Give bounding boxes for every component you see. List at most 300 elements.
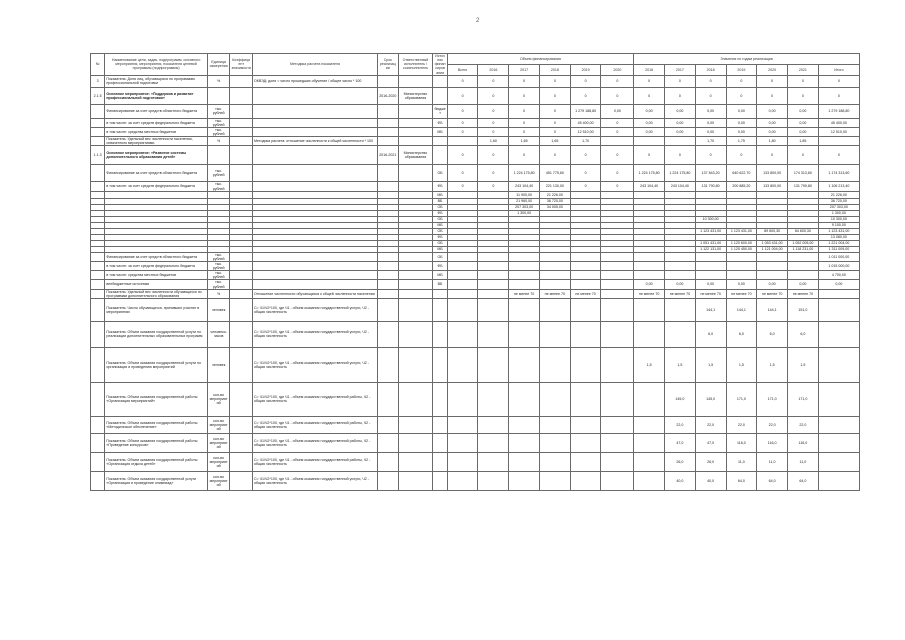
indicator-cell: 1 224 175,80 bbox=[634, 165, 665, 182]
indicator-cell bbox=[726, 252, 757, 261]
row-deadline bbox=[378, 452, 399, 471]
row-coef bbox=[230, 104, 253, 118]
finance-cell bbox=[509, 321, 540, 347]
finance-cell bbox=[447, 298, 478, 321]
row-coef bbox=[230, 452, 253, 471]
finance-cell: 0 bbox=[539, 127, 570, 136]
row-source: ОБ bbox=[433, 204, 447, 210]
row-deadline bbox=[378, 191, 399, 198]
indicator-cell: 4 700,00 bbox=[818, 271, 859, 280]
table-row bbox=[91, 452, 860, 471]
table-row bbox=[91, 146, 860, 165]
finance-cell: 0 bbox=[509, 146, 540, 165]
finance-cell bbox=[447, 433, 478, 452]
row-executor bbox=[398, 298, 433, 321]
indicator-cell: не менее 70 bbox=[665, 289, 696, 298]
indicator-cell: 200 885,20 bbox=[726, 182, 757, 191]
finance-cell bbox=[509, 471, 540, 490]
indicator-cell bbox=[818, 137, 859, 146]
row-method: С= Ч1/Ч2*100, где Ч1 - объем оказания государственной работы, Ч2 - общая численность bbox=[252, 382, 377, 416]
indicator-cell bbox=[665, 252, 696, 261]
finance-cell bbox=[601, 321, 634, 347]
row-coef bbox=[230, 347, 253, 382]
finance-cell bbox=[478, 280, 509, 289]
row-no bbox=[91, 347, 105, 382]
row-deadline bbox=[378, 347, 399, 382]
finance-cell bbox=[539, 471, 570, 490]
row-name: Показатель: Объем оказания государственной работы «Организация отдыха детей» bbox=[105, 452, 208, 471]
indicator-cell: 0 bbox=[757, 87, 788, 104]
row-name: Финансирование за счет средств областного бюджета bbox=[105, 165, 208, 182]
row-coef bbox=[230, 191, 253, 198]
indicator-cell: 0,00 bbox=[634, 280, 665, 289]
finance-cell: 0,00 bbox=[601, 104, 634, 118]
row-coef bbox=[230, 289, 253, 298]
row-unit: тыс. рублей bbox=[207, 104, 230, 118]
finance-cell bbox=[447, 137, 478, 146]
finance-cell: 0 bbox=[478, 104, 509, 118]
row-method: ОКВЭД: доля = число прошедших обучение / общее число * 100 bbox=[252, 75, 377, 87]
finance-cell bbox=[570, 347, 601, 382]
row-deadline bbox=[378, 298, 399, 321]
indicator-cell: 10 300,00 bbox=[818, 216, 859, 222]
table-row bbox=[91, 280, 860, 289]
indicator-cell: 1 123 431,00 bbox=[818, 228, 859, 234]
finance-cell bbox=[447, 321, 478, 347]
row-no bbox=[91, 452, 105, 471]
indicator-cell: 174 313,60 bbox=[788, 165, 819, 182]
indicator-cell: 0,00 bbox=[726, 104, 757, 118]
finance-cell bbox=[509, 271, 540, 280]
indicator-cell: 1 123 431,00 bbox=[726, 228, 757, 234]
indicator-cell: 1 311 009,00 bbox=[818, 246, 859, 252]
finance-cell bbox=[478, 416, 509, 433]
indicator-cell: 171,0 bbox=[726, 382, 757, 416]
table-row bbox=[91, 271, 860, 280]
indicator-cell: 1,75 bbox=[726, 137, 757, 146]
row-unit: человеко-часов bbox=[207, 321, 230, 347]
indicator-cell: 6,0 bbox=[726, 321, 757, 347]
indicator-cell: 0,00 bbox=[788, 280, 819, 289]
row-coef bbox=[230, 261, 253, 270]
indicator-cell: 12 510,00 bbox=[818, 127, 859, 136]
finance-cell bbox=[478, 321, 509, 347]
row-name: Показатель: Объем оказания государственной работы «Организация мероприятий» bbox=[105, 382, 208, 416]
header-finance-group: Объем финансирования bbox=[447, 54, 634, 65]
finance-cell: 0 bbox=[601, 87, 634, 104]
row-deadline bbox=[378, 289, 399, 298]
indicator-cell bbox=[665, 261, 696, 270]
indicator-cell bbox=[695, 252, 726, 261]
header-indicator-year: 2021 bbox=[788, 65, 819, 75]
finance-cell: 0 bbox=[478, 127, 509, 136]
row-name: Показатель: Доля лиц, обучающихся по программам профессиональной подготовки bbox=[105, 75, 208, 87]
row-name: Показатель: Удельный вес численности обучающихся по программам дополнительного образования bbox=[105, 289, 208, 298]
indicator-cell: 0,00 bbox=[757, 280, 788, 289]
table-row bbox=[91, 433, 860, 452]
finance-cell bbox=[509, 452, 540, 471]
row-method bbox=[252, 127, 377, 136]
indicator-cell bbox=[788, 191, 819, 198]
table-row bbox=[91, 127, 860, 136]
indicator-cell: 0,00 bbox=[726, 118, 757, 127]
row-unit: кол-во мероприятий bbox=[207, 433, 230, 452]
row-coef bbox=[230, 137, 253, 146]
row-unit: человек bbox=[207, 347, 230, 382]
indicator-cell: 640 622,70 bbox=[726, 165, 757, 182]
header-finance-year: 2019 bbox=[570, 65, 601, 75]
row-method bbox=[252, 252, 377, 261]
finance-cell bbox=[509, 252, 540, 261]
finance-cell bbox=[539, 452, 570, 471]
indicator-cell bbox=[634, 382, 665, 416]
indicator-cell: 1,5 bbox=[665, 347, 696, 382]
finance-cell bbox=[509, 347, 540, 382]
indicator-cell: 1 015 000,00 bbox=[818, 261, 859, 270]
row-unit: тыс. рублей bbox=[207, 118, 230, 127]
indicator-cell bbox=[818, 321, 859, 347]
finance-cell: 451 775,60 bbox=[539, 165, 570, 182]
finance-cell bbox=[601, 452, 634, 471]
row-deadline bbox=[378, 261, 399, 270]
row-method bbox=[252, 261, 377, 270]
row-source bbox=[433, 87, 447, 104]
indicator-cell bbox=[788, 271, 819, 280]
row-unit: тыс. рублей bbox=[207, 271, 230, 280]
indicator-cell: 116,0 bbox=[757, 433, 788, 452]
row-executor bbox=[398, 347, 433, 382]
indicator-cell: 0 bbox=[788, 75, 819, 87]
finance-cell bbox=[447, 452, 478, 471]
indicator-cell: не менее 70 bbox=[726, 289, 757, 298]
finance-cell: 1 300,00 bbox=[509, 210, 540, 216]
row-source bbox=[433, 416, 447, 433]
finance-cell bbox=[447, 280, 478, 289]
row-executor bbox=[398, 252, 433, 261]
row-deadline bbox=[378, 127, 399, 136]
row-no bbox=[91, 165, 105, 182]
row-name: Финансирование за счет средств областного бюджета bbox=[105, 252, 208, 261]
indicator-cell bbox=[818, 289, 859, 298]
indicator-cell: 145,0 bbox=[695, 382, 726, 416]
indicator-cell: 0,00 bbox=[757, 104, 788, 118]
row-unit: тыс. рублей bbox=[207, 252, 230, 261]
table-row bbox=[91, 252, 860, 261]
indicator-cell: 0,00 bbox=[788, 127, 819, 136]
indicator-cell: 1,5 bbox=[695, 347, 726, 382]
row-executor bbox=[398, 191, 433, 198]
header-indicators-total: Итого bbox=[818, 65, 859, 75]
finance-cell: 0 bbox=[509, 87, 540, 104]
row-deadline bbox=[378, 137, 399, 146]
indicator-cell: 0,00 bbox=[695, 127, 726, 136]
finance-cell: 243 104,40 bbox=[509, 182, 540, 191]
indicator-cell: 137 843,20 bbox=[695, 165, 726, 182]
row-source: МБ bbox=[433, 191, 447, 198]
finance-cell bbox=[478, 347, 509, 382]
finance-cell bbox=[478, 271, 509, 280]
indicator-cell: 144,1 bbox=[757, 298, 788, 321]
row-name: Финансирование за счет средств областного бюджета bbox=[105, 104, 208, 118]
indicator-cell: 0,00 bbox=[726, 280, 757, 289]
row-source: МБ bbox=[433, 222, 447, 228]
indicator-cell bbox=[634, 433, 665, 452]
header-executor: Ответственный исполнитель / соисполнитель bbox=[398, 54, 433, 76]
row-unit: кол-во мероприятий bbox=[207, 452, 230, 471]
indicator-cell: 0 bbox=[788, 87, 819, 104]
row-coef bbox=[230, 471, 253, 490]
row-no bbox=[91, 416, 105, 433]
indicator-cell: 131 790,80 bbox=[695, 182, 726, 191]
row-unit: % bbox=[207, 137, 230, 146]
row-method bbox=[252, 182, 377, 191]
indicator-cell: 64,0 bbox=[788, 471, 819, 490]
row-no: 1.1.3 bbox=[91, 146, 105, 165]
table-row bbox=[91, 261, 860, 270]
finance-cell: 0 bbox=[601, 75, 634, 87]
indicator-cell: не менее 70 bbox=[757, 289, 788, 298]
indicator-cell: 0,00 bbox=[757, 127, 788, 136]
finance-cell bbox=[478, 433, 509, 452]
indicator-cell bbox=[634, 271, 665, 280]
indicator-cell: 0 bbox=[726, 87, 757, 104]
finance-cell bbox=[570, 298, 601, 321]
indicator-cell bbox=[757, 191, 788, 198]
finance-cell bbox=[447, 471, 478, 490]
row-unit bbox=[207, 87, 230, 104]
finance-cell bbox=[601, 433, 634, 452]
finance-cell bbox=[478, 382, 509, 416]
finance-cell bbox=[570, 452, 601, 471]
indicator-cell: 151,0 bbox=[788, 298, 819, 321]
finance-cell: 0 bbox=[601, 182, 634, 191]
row-no: 3 bbox=[91, 75, 105, 87]
row-executor bbox=[398, 104, 433, 118]
indicator-cell: 40,0 bbox=[665, 471, 696, 490]
row-deadline bbox=[378, 118, 399, 127]
row-unit: тыс. рублей bbox=[207, 165, 230, 182]
row-coef bbox=[230, 182, 253, 191]
finance-cell: 0 bbox=[509, 75, 540, 87]
table-row bbox=[91, 87, 860, 104]
row-source bbox=[433, 433, 447, 452]
header-source: Источник финансирования bbox=[434, 54, 446, 75]
indicator-cell bbox=[634, 137, 665, 146]
row-executor: Министерство образования bbox=[398, 87, 433, 104]
finance-cell: 0 bbox=[570, 165, 601, 182]
row-coef bbox=[230, 321, 253, 347]
row-no bbox=[91, 271, 105, 280]
header-indicator-year: 2016 bbox=[634, 65, 665, 75]
row-unit: % bbox=[207, 75, 230, 87]
row-source: ВБ bbox=[433, 280, 447, 289]
row-method bbox=[252, 165, 377, 182]
finance-cell: 0 bbox=[447, 182, 478, 191]
indicator-cell bbox=[788, 261, 819, 270]
indicator-cell: 0,00 bbox=[634, 118, 665, 127]
row-method: С= Ч1/Ч2*100, где Ч1 - объем оказания государственной услуги, Ч2 - общая численность bbox=[252, 471, 377, 490]
row-executor bbox=[398, 182, 433, 191]
finance-cell: 1 224 175,80 bbox=[509, 165, 540, 182]
indicator-cell: 1 106 213,40 bbox=[818, 182, 859, 191]
indicator-cell bbox=[726, 271, 757, 280]
finance-cell bbox=[601, 347, 634, 382]
finance-cell bbox=[509, 298, 540, 321]
header-finance-year: 2020 bbox=[601, 65, 634, 75]
row-method bbox=[252, 87, 377, 104]
program-table bbox=[90, 53, 860, 491]
finance-cell: не менее 70 bbox=[570, 289, 601, 298]
row-coef bbox=[230, 280, 253, 289]
row-deadline bbox=[378, 433, 399, 452]
table-row bbox=[91, 416, 860, 433]
row-source: ОБ bbox=[433, 228, 447, 234]
finance-cell: 0 bbox=[509, 104, 540, 118]
row-executor bbox=[398, 289, 433, 298]
table-row bbox=[91, 382, 860, 416]
indicator-cell: 36 720,00 bbox=[818, 198, 859, 204]
row-deadline bbox=[378, 182, 399, 191]
header-deadline: Срок реализации bbox=[378, 54, 399, 76]
indicator-cell: 1 120 450,00 bbox=[726, 246, 757, 252]
table-row bbox=[91, 321, 860, 347]
indicator-cell: 0 bbox=[757, 75, 788, 87]
row-source: ФБ bbox=[433, 261, 447, 270]
indicator-cell bbox=[634, 452, 665, 471]
indicator-cell bbox=[818, 382, 859, 416]
row-deadline bbox=[378, 252, 399, 261]
indicator-cell: 0,00 bbox=[726, 127, 757, 136]
row-source: ВБ bbox=[433, 198, 447, 204]
row-deadline bbox=[378, 416, 399, 433]
indicator-cell: 1,5 bbox=[634, 347, 665, 382]
indicator-cell: 6,0 bbox=[788, 321, 819, 347]
finance-cell: 34 005,00 bbox=[539, 204, 570, 210]
finance-cell: 0 bbox=[601, 146, 634, 165]
row-unit: тыс. рублей bbox=[207, 182, 230, 191]
indicator-cell: не менее 70 bbox=[634, 289, 665, 298]
indicator-cell: 0 bbox=[695, 75, 726, 87]
table-row bbox=[91, 182, 860, 191]
finance-cell bbox=[601, 271, 634, 280]
indicator-cell: 133 800,00 bbox=[757, 182, 788, 191]
finance-cell bbox=[601, 261, 634, 270]
row-deadline bbox=[378, 75, 399, 87]
row-source bbox=[433, 321, 447, 347]
row-no bbox=[91, 298, 105, 321]
finance-cell bbox=[447, 191, 478, 198]
indicator-cell bbox=[757, 271, 788, 280]
finance-cell bbox=[570, 280, 601, 289]
row-method bbox=[252, 271, 377, 280]
table-row bbox=[91, 118, 860, 127]
row-deadline bbox=[378, 382, 399, 416]
finance-cell: 0 bbox=[447, 146, 478, 165]
indicator-cell bbox=[634, 471, 665, 490]
indicator-cell: 1,85 bbox=[788, 137, 819, 146]
indicator-cell: 0,00 bbox=[695, 280, 726, 289]
finance-cell: 0 bbox=[509, 127, 540, 136]
indicator-cell: 144,1 bbox=[726, 298, 757, 321]
finance-cell: 0 bbox=[447, 87, 478, 104]
finance-cell bbox=[478, 452, 509, 471]
finance-cell: 1,60 bbox=[478, 137, 509, 146]
finance-cell bbox=[601, 137, 634, 146]
row-unit: кол-во мероприятий bbox=[207, 382, 230, 416]
indicator-cell: 1 120 600,00 bbox=[726, 240, 757, 246]
indicator-cell: 1 300,00 bbox=[818, 210, 859, 216]
finance-cell: 1,65 bbox=[539, 137, 570, 146]
table-row bbox=[91, 165, 860, 182]
header-finance-year: 2017 bbox=[509, 65, 540, 75]
row-source: бюджет bbox=[433, 104, 447, 118]
row-deadline bbox=[378, 104, 399, 118]
row-unit: % bbox=[207, 289, 230, 298]
page-number: 2 bbox=[476, 18, 480, 24]
finance-cell: 0 bbox=[601, 127, 634, 136]
indicator-cell: 0,00 bbox=[695, 118, 726, 127]
finance-cell bbox=[447, 271, 478, 280]
row-no bbox=[91, 118, 105, 127]
indicator-cell: не менее 70 bbox=[695, 289, 726, 298]
finance-cell: 1 279 188,80 bbox=[570, 104, 601, 118]
header-finance-total: Всего bbox=[447, 65, 478, 75]
finance-cell: 11 900,00 bbox=[509, 191, 540, 198]
row-coef bbox=[230, 252, 253, 261]
row-unit: тыс. рублей bbox=[207, 280, 230, 289]
table-row bbox=[91, 104, 860, 118]
header-no: № bbox=[91, 54, 105, 76]
finance-cell: 0 bbox=[539, 118, 570, 127]
finance-cell: 0 bbox=[570, 87, 601, 104]
indicator-cell: 1 121 004,00 bbox=[757, 246, 788, 252]
row-method: С= Ч1/Ч2*100, где Ч1 - объем оказания государственной работы, Ч2 - общая численность bbox=[252, 433, 377, 452]
row-method bbox=[252, 280, 377, 289]
finance-cell bbox=[539, 382, 570, 416]
header-indicator-year: 2017 bbox=[665, 65, 696, 75]
row-name: Показатель: Объем оказания государственной услуги по реализации дополнительных образовательных программ bbox=[105, 321, 208, 347]
row-executor bbox=[398, 433, 433, 452]
indicator-cell: 0 bbox=[818, 87, 859, 104]
finance-cell bbox=[539, 261, 570, 270]
indicator-cell: 116,0 bbox=[726, 433, 757, 452]
header-finance-year: 2016 bbox=[478, 65, 509, 75]
row-source bbox=[433, 347, 447, 382]
row-source bbox=[433, 137, 447, 146]
indicator-cell bbox=[665, 191, 696, 198]
finance-cell bbox=[509, 261, 540, 270]
row-executor bbox=[398, 165, 433, 182]
row-executor: Министерство образования bbox=[398, 146, 433, 165]
finance-cell bbox=[570, 416, 601, 433]
finance-cell: 12 510,00 bbox=[570, 127, 601, 136]
table-row bbox=[91, 75, 860, 87]
indicator-cell bbox=[788, 252, 819, 261]
finance-cell bbox=[570, 471, 601, 490]
header-coef: Коэффициент значимости bbox=[230, 54, 253, 76]
row-unit bbox=[207, 191, 230, 198]
header-name: Наименование цели, задач, подпрограмм, основного мероприятия, мероприятия, показателя целевой программы (подпрограммы) bbox=[105, 54, 208, 76]
indicator-cell: 171,0 bbox=[757, 382, 788, 416]
indicator-cell: 145,0 bbox=[665, 382, 696, 416]
indicator-cell bbox=[818, 347, 859, 382]
row-source bbox=[433, 471, 447, 490]
indicator-cell: 22,0 bbox=[788, 416, 819, 433]
finance-cell: 207 303,00 bbox=[509, 204, 540, 210]
indicator-cell: 1,5 bbox=[788, 347, 819, 382]
finance-cell bbox=[509, 416, 540, 433]
row-executor bbox=[398, 321, 433, 347]
